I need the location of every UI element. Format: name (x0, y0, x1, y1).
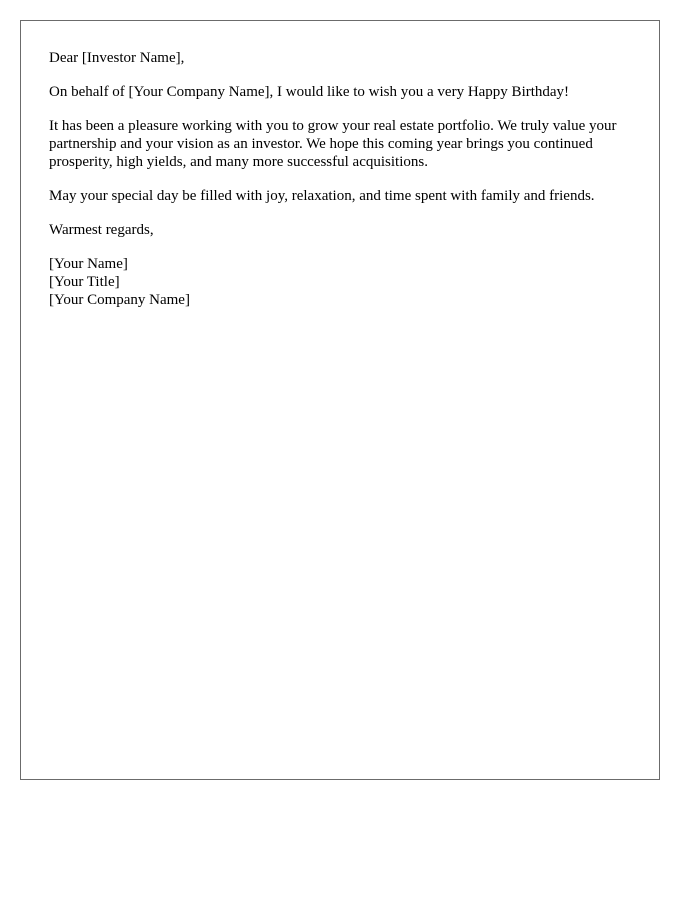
special-day-paragraph: May your special day be filled with joy, relaxation, and time spent with family and friends. (49, 188, 595, 204)
signature-company: [Your Company Name] (49, 292, 190, 308)
letter-body (49, 49, 639, 309)
partnership-paragraph: It has been a pleasure working with you to grow your real estate portfolio. We truly value your partnership and your vision as an investor. We hope this coming year brings you continued prosperity, high yields, and many more successful acquisitions. (49, 118, 617, 170)
signature-block (49, 255, 639, 309)
salutation: Dear [Investor Name], (49, 50, 185, 66)
birthday-wish-paragraph: On behalf of [Your Company Name], I would like to wish you a very Happy Birthday! (49, 84, 570, 100)
closing: Warmest regards, (49, 222, 154, 238)
signature-title: [Your Title] (49, 274, 120, 290)
signature-name: [Your Name] (49, 256, 128, 272)
letter-page (20, 20, 660, 780)
